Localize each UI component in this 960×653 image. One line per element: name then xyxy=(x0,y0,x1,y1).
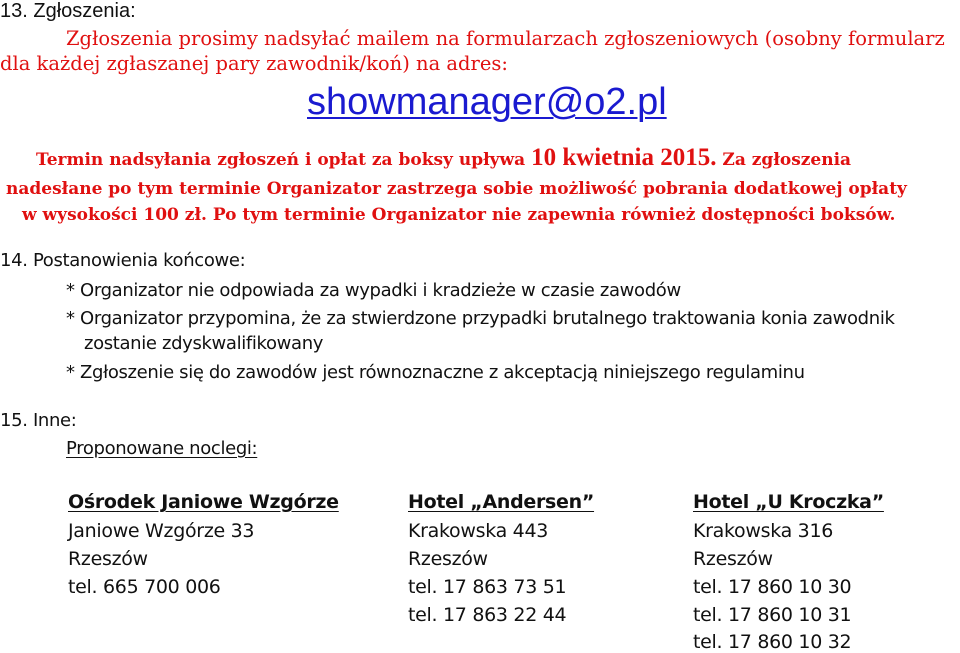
submission-text-line2: dla każdej zgłaszanej pary zawodnik/koń) na adres: xyxy=(0,52,508,75)
accommodation-subheading: Proponowane noclegi: xyxy=(66,438,258,459)
final-provision-2-cont: zostanie zdyskwalifikowany xyxy=(84,333,324,354)
hotel-1-phone-1: tel. 665 700 006 xyxy=(68,576,221,598)
final-provision-1: * Organizator nie odpowiada za wypadki i kradzieże w czasie zawodów xyxy=(66,280,681,301)
deadline-prefix: Termin nadsyłania zgłoszeń i opłat za boksy upływa xyxy=(36,150,532,170)
hotel-2-address: Krakowska 443 xyxy=(408,520,549,542)
final-provision-2: * Organizator przypomina, że za stwierdzone przypadki brutalnego traktowania konia zawodnik xyxy=(66,308,895,329)
hotel-3-city: Rzeszów xyxy=(693,548,773,570)
deadline-date: 10 kwietnia 2015. xyxy=(531,144,717,171)
section-15-heading: 15. Inne: xyxy=(0,410,77,431)
hotel-2-name: Hotel „Andersen” xyxy=(408,491,595,513)
deadline-line xyxy=(36,144,851,172)
hotel-3-phone-1: tel. 17 860 10 30 xyxy=(693,576,852,598)
late-fee-note-line1: nadesłane po tym terminie Organizator zastrzega sobie możliwość pobrania dodatkowej opłaty xyxy=(6,179,907,199)
hotel-3-name: Hotel „U Kroczka” xyxy=(693,491,884,513)
section-14-heading: 14. Postanowienia końcowe: xyxy=(0,250,246,271)
final-provision-3: * Zgłoszenie się do zawodów jest równoznaczne z akceptacją niniejszego regulaminu xyxy=(66,362,805,383)
hotel-2-city: Rzeszów xyxy=(408,548,488,570)
hotel-3-phone-2: tel. 17 860 10 31 xyxy=(693,604,852,626)
hotel-2-phone-1: tel. 17 863 73 51 xyxy=(408,576,567,598)
hotel-1-city: Rzeszów xyxy=(68,548,148,570)
deadline-suffix: Za zgłoszenia xyxy=(716,150,852,170)
hotel-1-address: Janiowe Wzgórze 33 xyxy=(68,520,255,542)
hotel-1-name: Ośrodek Janiowe Wzgórze xyxy=(68,491,339,513)
hotel-3-phone-3: tel. 17 860 10 32 xyxy=(693,631,852,653)
email-link[interactable]: showmanager@o2.pl xyxy=(307,81,667,123)
section-13-heading: 13. Zgłoszenia: xyxy=(0,0,136,22)
hotel-2-phone-2: tel. 17 863 22 44 xyxy=(408,604,567,626)
late-fee-note-line2: w wysokości 100 zł. Po tym terminie Organizator nie zapewnia również dostępności boksów. xyxy=(22,205,896,225)
submission-text-line1: Zgłoszenia prosimy nadsyłać mailem na formularzach zgłoszeniowych (osobny formularz xyxy=(66,27,945,50)
hotel-3-address: Krakowska 316 xyxy=(693,520,834,542)
